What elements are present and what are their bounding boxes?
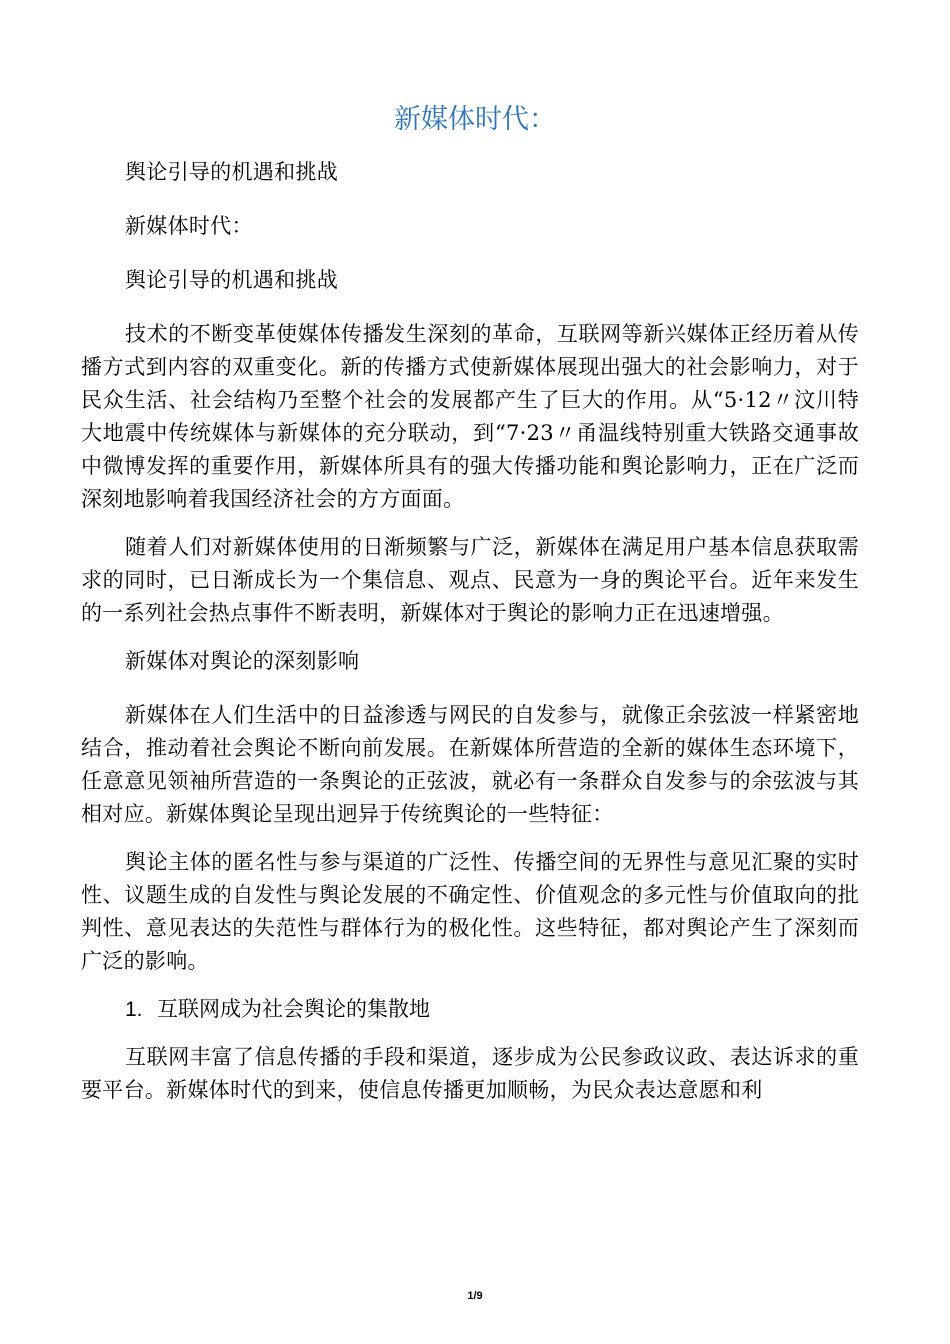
list-number: 1.	[125, 998, 143, 1021]
section-heading: 新媒体对舆论的深刻影响	[125, 649, 360, 673]
repeated-subtitle-paragraph: 舆论引导的机遇和挑战	[125, 268, 338, 292]
subtitle-paragraph: 舆论引导的机遇和挑战	[125, 160, 338, 184]
list-item-text: 互联网成为社会舆论的集散地	[157, 997, 430, 1021]
document-title: 新媒体时代：	[394, 104, 556, 135]
list-item	[81, 993, 859, 1026]
document-body	[81, 156, 859, 1122]
page-number: 1/9	[467, 1290, 483, 1302]
internet-paragraph: 互联网丰富了信息传播的手段和渠道，逐步成为公民参政议政、表达诉求的重要平台。新媒体时代的到来，使信息传播更加顺畅，为民众表达意愿和利	[81, 1045, 859, 1102]
intro-paragraph: 技术的不断变革使媒体传播发生深刻的革命，互联网等新兴媒体正经历着从传播方式到内容的双重变化。新的传播方式使新媒体展现出强大的社会影响力，对于民众生活、社会结构乃至整个社会的发展都产生了巨大的作用。从“5·12〃汶川特大地震中传统媒体与新媒体的充分联动，到“7·23〃甬温线特别重大铁路交通事故中微博发挥的重要作用，新媒体所具有的强大传播功能和舆论影响力，正在广泛而深刻地影响着我国经济社会的方方面面。	[81, 322, 859, 511]
influence-paragraph: 新媒体在人们生活中的日益渗透与网民的自发参与，就像正余弦波一样紧密地结合，推动着社会舆论不断向前发展。在新媒体所营造的全新的媒体生态环境下，任意意见领袖所营造的一条舆论的正弦波，就必有一条群众自发参与的余弦波与其相对应。新媒体舆论呈现出迥异于传统舆论的一些特征：	[81, 703, 859, 826]
usage-paragraph: 随着人们对新媒体使用的日渐频繁与广泛，新媒体在满足用户基本信息获取需求的同时，已日渐成长为一个集信息、观点、民意为一身的舆论平台。近年来发生的一系列社会热点事件不断表明，新媒体对于舆论的影响力正在迅速增强。	[81, 535, 859, 625]
repeated-title-paragraph: 新媒体时代：	[125, 214, 253, 238]
features-paragraph: 舆论主体的匿名性与参与渠道的广泛性、传播空间的无界性与意见汇聚的实时性、议题生成的自发性与舆论发展的不确定性、价值观念的多元性与价值取向的批判性、意见表达的失范性与群体行为的极化性。这些特征，都对舆论产生了深刻而广泛的影响。	[81, 850, 859, 973]
